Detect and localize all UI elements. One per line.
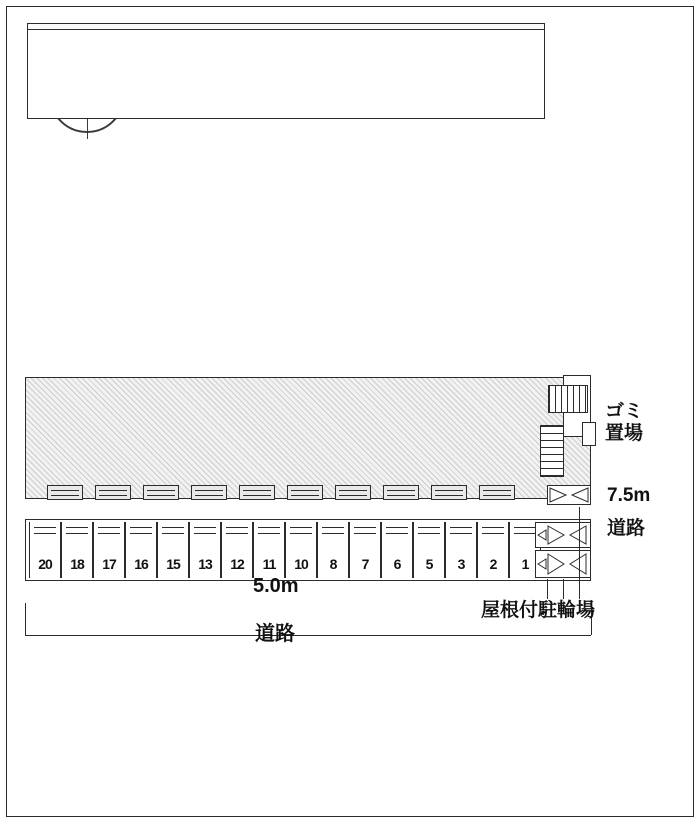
stall-marker [34,527,56,534]
stall-marker [418,527,440,534]
stall-marker [514,527,536,534]
parking-stall[interactable] [221,522,253,578]
parking-stall[interactable] [157,522,189,578]
parking-stall[interactable] [317,522,349,578]
bicycle-parking-label: 屋根付駐輪場 [481,600,596,621]
unit-door [383,485,419,500]
stall-number: 17 [102,556,116,572]
trash-area-label-line2: 置場 [605,423,644,444]
parking-stall[interactable] [445,522,477,578]
bike-slot-icon [536,551,590,577]
unit-door [95,485,131,500]
stall-marker [322,527,344,534]
stall-number: 18 [70,556,84,572]
stall-number: 5 [425,556,433,572]
stall-number: 13 [198,556,212,572]
stall-number: 10 [294,556,308,572]
stall-number: 11 [262,556,276,572]
stairway [540,425,564,477]
stall-number: 1 [521,556,529,572]
road-dimension-tick-left [25,603,26,635]
building-body [27,29,545,119]
trash-area-label-line1: ゴミ [605,401,644,422]
stall-marker [386,527,408,534]
stall-marker [354,527,376,534]
stall-marker [450,527,472,534]
upper-stair [548,385,588,413]
stall-marker [194,527,216,534]
parking-stall[interactable] [93,522,125,578]
stall-number: 16 [134,556,148,572]
stall-number: 3 [457,556,465,572]
stall-marker [66,527,88,534]
parking-stall[interactable] [381,522,413,578]
site-plan [7,7,700,830]
road-width-bottom-label: 5.0m [253,575,299,597]
unit-door [479,485,515,500]
stall-number: 7 [361,556,369,572]
stall-number: 8 [329,556,337,572]
unit-door [47,485,83,500]
parking-stall[interactable] [61,522,93,578]
bicycle-parking-slot[interactable] [547,485,591,505]
plan-frame [6,6,694,817]
unit-door [143,485,179,500]
road-right-label: 道路 [607,518,646,539]
unit-door [335,485,371,500]
leader-line [579,507,580,599]
stall-marker [482,527,504,534]
bicycle-parking-slot[interactable] [535,522,591,548]
trash-enclosure [582,422,596,446]
bike-slot-icon [536,523,590,547]
stall-marker [258,527,280,534]
stall-number: 2 [489,556,497,572]
road-width-right-label: 7.5m [607,485,651,506]
parking-stall[interactable] [477,522,509,578]
parking-stall[interactable] [253,522,285,578]
parking-stall[interactable] [413,522,445,578]
stall-number: 6 [393,556,401,572]
unit-door [191,485,227,500]
trash-area-label [605,401,643,445]
parking-stall[interactable] [29,522,61,578]
parking-stall[interactable] [349,522,381,578]
parking-stall[interactable] [285,522,317,578]
building-hatch [26,378,590,498]
stall-marker [290,527,312,534]
unit-door [431,485,467,500]
parking-stall[interactable] [125,522,157,578]
stall-number: 12 [230,556,244,572]
stall-marker [226,527,248,534]
stall-number: 20 [38,556,52,572]
road-bottom-label: 道路 [255,623,295,645]
road-line [25,635,591,636]
stall-marker [162,527,184,534]
bike-slot-icon [548,486,590,504]
parking-stall[interactable] [189,522,221,578]
building-outline [25,377,591,499]
unit-door [239,485,275,500]
bicycle-parking-slot[interactable] [535,550,591,578]
stall-marker [130,527,152,534]
stall-marker [98,527,120,534]
unit-door [287,485,323,500]
stall-number: 15 [166,556,180,572]
